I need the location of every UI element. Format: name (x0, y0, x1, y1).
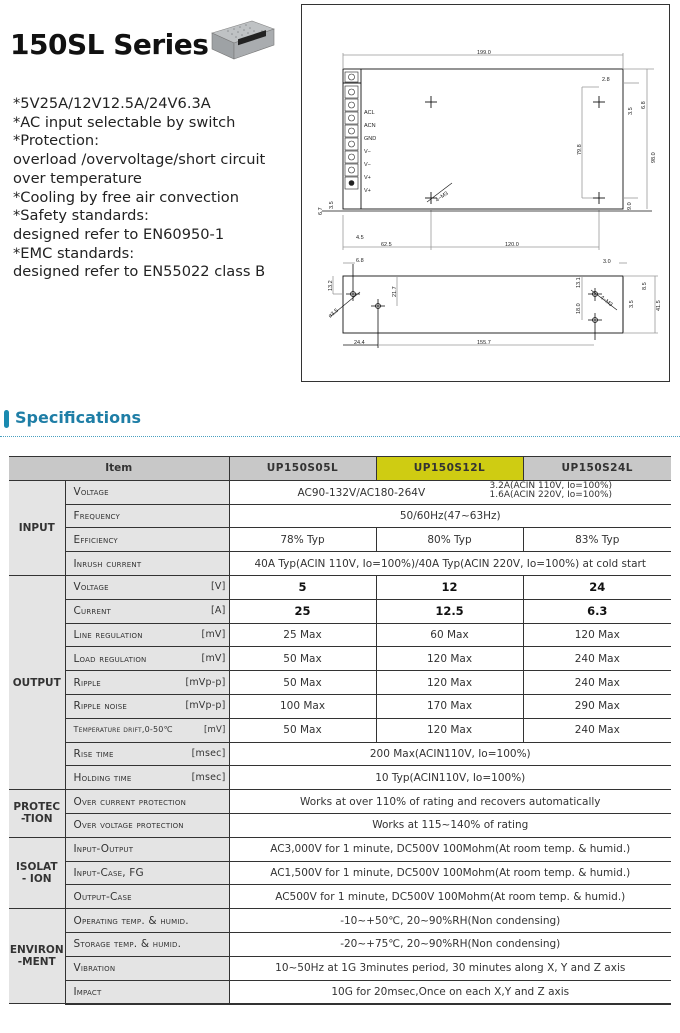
row-label: Over voltage protection (65, 813, 229, 837)
row-label: Rise time [msec] (65, 742, 229, 766)
dim-label: 4−M3 (598, 294, 614, 309)
row-label: Input-Output (65, 837, 229, 861)
dim-label: 155.7 (477, 340, 491, 346)
row-label: Voltage (65, 480, 229, 504)
row-value: 240 Max (523, 718, 671, 742)
row-value: 200 Max(ACIN110V, Io=100%) (229, 742, 671, 766)
dim-width: 199.0 (477, 50, 491, 56)
row-value: 120 Max (376, 718, 523, 742)
row-value: 50 Max (229, 647, 376, 671)
table-row (9, 980, 671, 1004)
table-row (9, 718, 671, 742)
dim-label: 120.0 (505, 242, 519, 248)
table-row (9, 766, 671, 790)
terminal-label: GND (364, 136, 377, 142)
row-value: 60 Max (376, 623, 523, 647)
row-label: Ripple [mVp-p] (65, 671, 229, 695)
table-row (9, 813, 671, 837)
table-row (9, 742, 671, 766)
table-row (9, 575, 671, 599)
table-row (9, 790, 671, 814)
dim-label: 13.1 (576, 277, 582, 288)
row-value: 240 Max (523, 671, 671, 695)
row-label: Load regulation [mV] (65, 647, 229, 671)
group-input: INPUT (9, 480, 65, 575)
dim-label: 3.5 (329, 201, 335, 209)
row-label: Storage temp. & humid. (65, 932, 229, 956)
model-header: UP150S05L (229, 457, 376, 481)
terminal-label: V− (364, 162, 371, 168)
section-title: Specifications (15, 408, 141, 427)
row-value: 78% Typ (229, 528, 376, 552)
dim-label: 4−M3 (434, 190, 450, 204)
row-value: 240 Max (523, 647, 671, 671)
row-value: 80% Typ (376, 528, 523, 552)
terminal-label: V+ (364, 188, 371, 194)
dim-label: 9.0 (627, 202, 633, 210)
row-label: Efficiency (65, 528, 229, 552)
row-value: 120 Max (523, 623, 671, 647)
table-row (9, 528, 671, 552)
row-label: Voltage [V] (65, 575, 229, 599)
row-value: 12 (376, 575, 523, 599)
feature-line: designed refer to EN60950-1 (13, 225, 225, 243)
series-title: 150SL Series (10, 28, 209, 61)
dim-label: 8.5 (642, 282, 648, 290)
row-value: 290 Max (523, 694, 671, 718)
row-value: 50 Max (229, 671, 376, 695)
table-row (9, 909, 671, 933)
row-label: Temperature drift,0-50℃ [mV] (65, 718, 229, 742)
feature-line: *Protection: (13, 132, 100, 150)
mechanical-drawing (301, 4, 670, 382)
row-value: AC1,500V for 1 minute, DC500V 100Mohm(At room temp. & humid.) (229, 861, 671, 885)
dim-label: 3.0 (603, 259, 611, 265)
row-label: Holding time [msec] (65, 766, 229, 790)
dim-label: 6.8 (356, 258, 364, 264)
row-label: Input-Case, FG (65, 861, 229, 885)
row-value: 40A Typ(ACIN 110V, Io=100%)/40A Typ(ACIN 220V, Io=100%) at cold start (229, 552, 671, 576)
group-output: OUTPUT (9, 575, 65, 789)
table-row (9, 552, 671, 576)
table-row (9, 837, 671, 861)
row-value: 12.5 (376, 599, 523, 623)
row-value: 10G for 20msec,Once on each X,Y and Z axis (229, 980, 671, 1004)
group-protection: PROTEC -TION (9, 790, 65, 838)
top-view (343, 69, 623, 209)
group-isolation: ISOLAT - ION (9, 837, 65, 908)
row-value: -10~+50℃, 20~90%RH(Non condensing) (229, 909, 671, 933)
dim-label: 3.5 (628, 107, 634, 115)
dim-label: 98.0 (651, 152, 657, 163)
row-value: AC500V for 1 minute, DC500V 100Mohm(At room temp. & humid.) (229, 885, 671, 909)
table-row (9, 861, 671, 885)
group-environment: ENVIRON -MENT (9, 909, 65, 1004)
row-value: 120 Max (376, 671, 523, 695)
row-value: 83% Typ (523, 528, 671, 552)
feature-line: *AC input selectable by switch (13, 113, 236, 131)
terminal-label: ACN (364, 123, 376, 129)
dim-label: 62.5 (381, 242, 392, 248)
feature-line: *5V25A/12V12.5A/24V6.3A (13, 95, 211, 112)
terminal-label: ACL (364, 110, 375, 116)
section-marker-icon (4, 410, 9, 428)
row-value: Works at over 110% of rating and recovers automatically (229, 790, 671, 814)
row-label: Frequency (65, 504, 229, 528)
row-value: Works at 115~140% of rating (229, 813, 671, 837)
row-label: Impact (65, 980, 229, 1004)
feature-line: overload /overvoltage/short circuit (13, 151, 266, 169)
row-value: AC3,000V for 1 minute, DC500V 100Mohm(At room temp. & humid.) (229, 837, 671, 861)
row-label: Line regulation [mV] (65, 623, 229, 647)
dim-label: 41.5 (656, 300, 662, 311)
feature-list (13, 95, 265, 282)
dim-label: 79.8 (577, 144, 583, 155)
row-value: 170 Max (376, 694, 523, 718)
row-label: Vibration (65, 956, 229, 980)
row-value: 24 (523, 575, 671, 599)
row-label: Over current protection (65, 790, 229, 814)
row-label: Operating temp. & humid. (65, 909, 229, 933)
table-row (9, 504, 671, 528)
table-row (9, 671, 671, 695)
dotted-divider (0, 436, 680, 437)
row-value: -20~+75℃, 20~90%RH(Non condensing) (229, 932, 671, 956)
specifications-table (9, 456, 671, 1005)
table-row (9, 932, 671, 956)
dim-label: 3.5 (629, 300, 635, 308)
table-row (9, 480, 671, 504)
row-value: AC90-132V/AC180-264V 3.2A(ACIN 110V, Io=100%) 1.6A(ACIN 220V, Io=100%) (229, 480, 671, 504)
feature-line: *Safety standards: (13, 207, 149, 225)
power-supply-product-image (208, 19, 276, 61)
row-value: 25 (229, 599, 376, 623)
dim-label: ø3.5 (327, 307, 340, 320)
row-label: Inrush current (65, 552, 229, 576)
table-row (9, 694, 671, 718)
model-header: UP150S24L (523, 457, 671, 481)
dim-label: 18.0 (576, 303, 582, 314)
table-row (9, 647, 671, 671)
table-row (9, 956, 671, 980)
feature-line: over temperature (13, 169, 142, 187)
feature-line: *EMC standards: (13, 244, 135, 262)
row-value: 5 (229, 575, 376, 599)
row-value: 50/60Hz(47~63Hz) (229, 504, 671, 528)
specifications-header (0, 406, 680, 434)
table-header-row (9, 457, 671, 481)
table-row (9, 623, 671, 647)
dim-label: 13.2 (328, 280, 334, 291)
terminal-label: V+ (364, 175, 371, 181)
row-value: 25 Max (229, 623, 376, 647)
dim-offset: 2.8 (602, 77, 610, 83)
row-value: 50 Max (229, 718, 376, 742)
terminal-label: V− (364, 149, 371, 155)
feature-line: designed refer to EN55022 class B (13, 263, 266, 281)
dim-label: 6.7 (318, 207, 324, 215)
row-label: Ripple noise [mVp-p] (65, 694, 229, 718)
table-row (9, 599, 671, 623)
feature-line: *Cooling by free air convection (13, 188, 239, 206)
row-value: 10 Typ(ACIN110V, Io=100%) (229, 766, 671, 790)
dim-label: 21.7 (392, 286, 398, 297)
dim-label: 24.4 (354, 340, 365, 346)
row-value: 120 Max (376, 647, 523, 671)
row-value: 6.3 (523, 599, 671, 623)
row-value: 10~50Hz at 1G 3minutes period, 30 minutes along X, Y and Z axis (229, 956, 671, 980)
dim-label: 4.5 (356, 235, 364, 241)
row-label: Current [A] (65, 599, 229, 623)
row-label: Output-Case (65, 885, 229, 909)
terminal-block (345, 72, 358, 189)
model-header-highlighted: UP150S12L (376, 457, 523, 481)
dim-label: 6.8 (641, 101, 647, 109)
row-value: 100 Max (229, 694, 376, 718)
table-row (9, 885, 671, 909)
item-header: Item (9, 457, 229, 481)
